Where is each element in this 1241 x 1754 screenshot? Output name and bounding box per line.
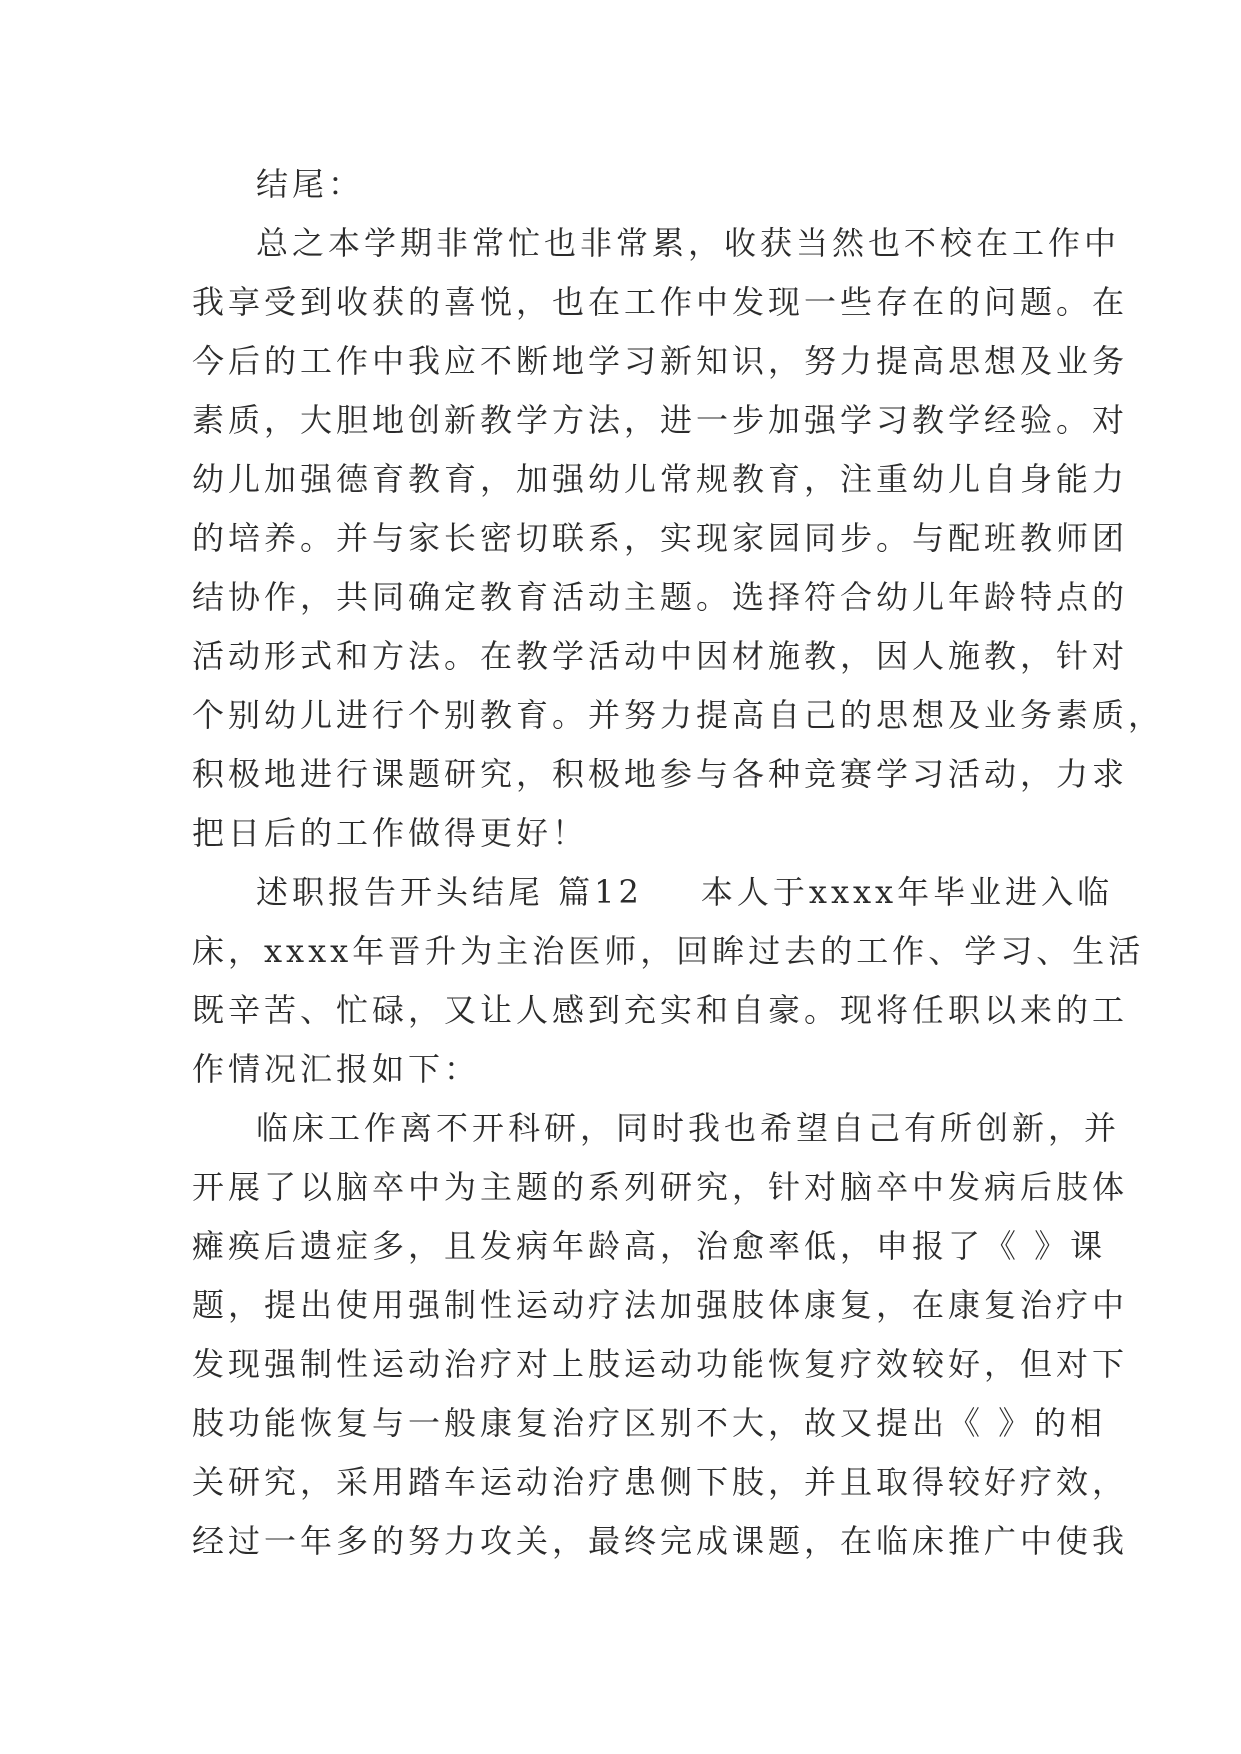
paragraph-line: 肢功能恢复与一般康复治疗区别不大，故又提出《 》的相 <box>192 1404 1107 1442</box>
section-title: 述职报告开头结尾 篇12 <box>256 873 643 911</box>
paragraph-line: 关研究，采用踏车运动治疗患侧下肢，并且取得较好疗效， <box>192 1463 1129 1501</box>
paragraph-line: 把日后的工作做得更好！ <box>192 814 589 852</box>
paragraph-line: 的培养。并与家长密切联系，实现家园同步。与配班教师团 <box>192 519 1129 557</box>
paragraph-line: 发现强制性运动治疗对上肢运动功能恢复疗效较好，但对下 <box>192 1345 1129 1383</box>
paragraph-line: 瘫痪后遗症多，且发病年龄高，治愈率低，申报了《 》课 <box>192 1227 1107 1265</box>
paragraph-line: 总之本学期非常忙也非常累，收获当然也不校在工作中 <box>256 224 1121 262</box>
paragraph-line: 经过一年多的努力攻关，最终完成课题，在临床推广中使我 <box>192 1522 1129 1560</box>
paragraph-line: 床，xxxx年晋升为主治医师，回眸过去的工作、学习、生活 <box>192 932 1145 970</box>
paragraph-line: 临床工作离不开科研，同时我也希望自己有所创新，并 <box>256 1109 1121 1147</box>
paragraph-line: 题，提出使用强制性运动疗法加强肢体康复，在康复治疗中 <box>192 1286 1129 1324</box>
paragraph-line: 素质，大胆地创新教学方法，进一步加强学习教学经验。对 <box>192 401 1129 439</box>
document-body <box>192 155 1165 1571</box>
paragraph-line: 开展了以脑卒中为主题的系列研究，针对脑卒中发病后肢体 <box>192 1168 1129 1206</box>
paragraph-line: 作情况汇报如下： <box>192 1050 481 1088</box>
paragraph-line: 活动形式和方法。在教学活动中因材施教，因人施教，针对 <box>192 637 1129 675</box>
paragraph-line: 今后的工作中我应不断地学习新知识，努力提高思想及业务 <box>192 342 1129 380</box>
paragraph-line: 个别幼儿进行个别教育。并努力提高自己的思想及业务素质， <box>192 696 1165 734</box>
paragraph-line: 幼儿加强德育教育，加强幼儿常规教育，注重幼儿自身能力 <box>192 460 1129 498</box>
heading: 结尾： <box>256 165 365 203</box>
paragraph-line: 我享受到收获的喜悦，也在工作中发现一些存在的问题。在 <box>192 283 1129 321</box>
paragraph-line: 结协作，共同确定教育活动主题。选择符合幼儿年龄特点的 <box>192 578 1129 616</box>
paragraph-line: 本人于xxxx年毕业进入临 <box>700 873 1114 911</box>
section-title-line <box>192 863 1114 922</box>
paragraph-line: 积极地进行课题研究，积极地参与各种竞赛学习活动，力求 <box>192 755 1129 793</box>
paragraph-line: 既辛苦、忙碌，又让人感到充实和自豪。现将任职以来的工 <box>192 991 1129 1029</box>
